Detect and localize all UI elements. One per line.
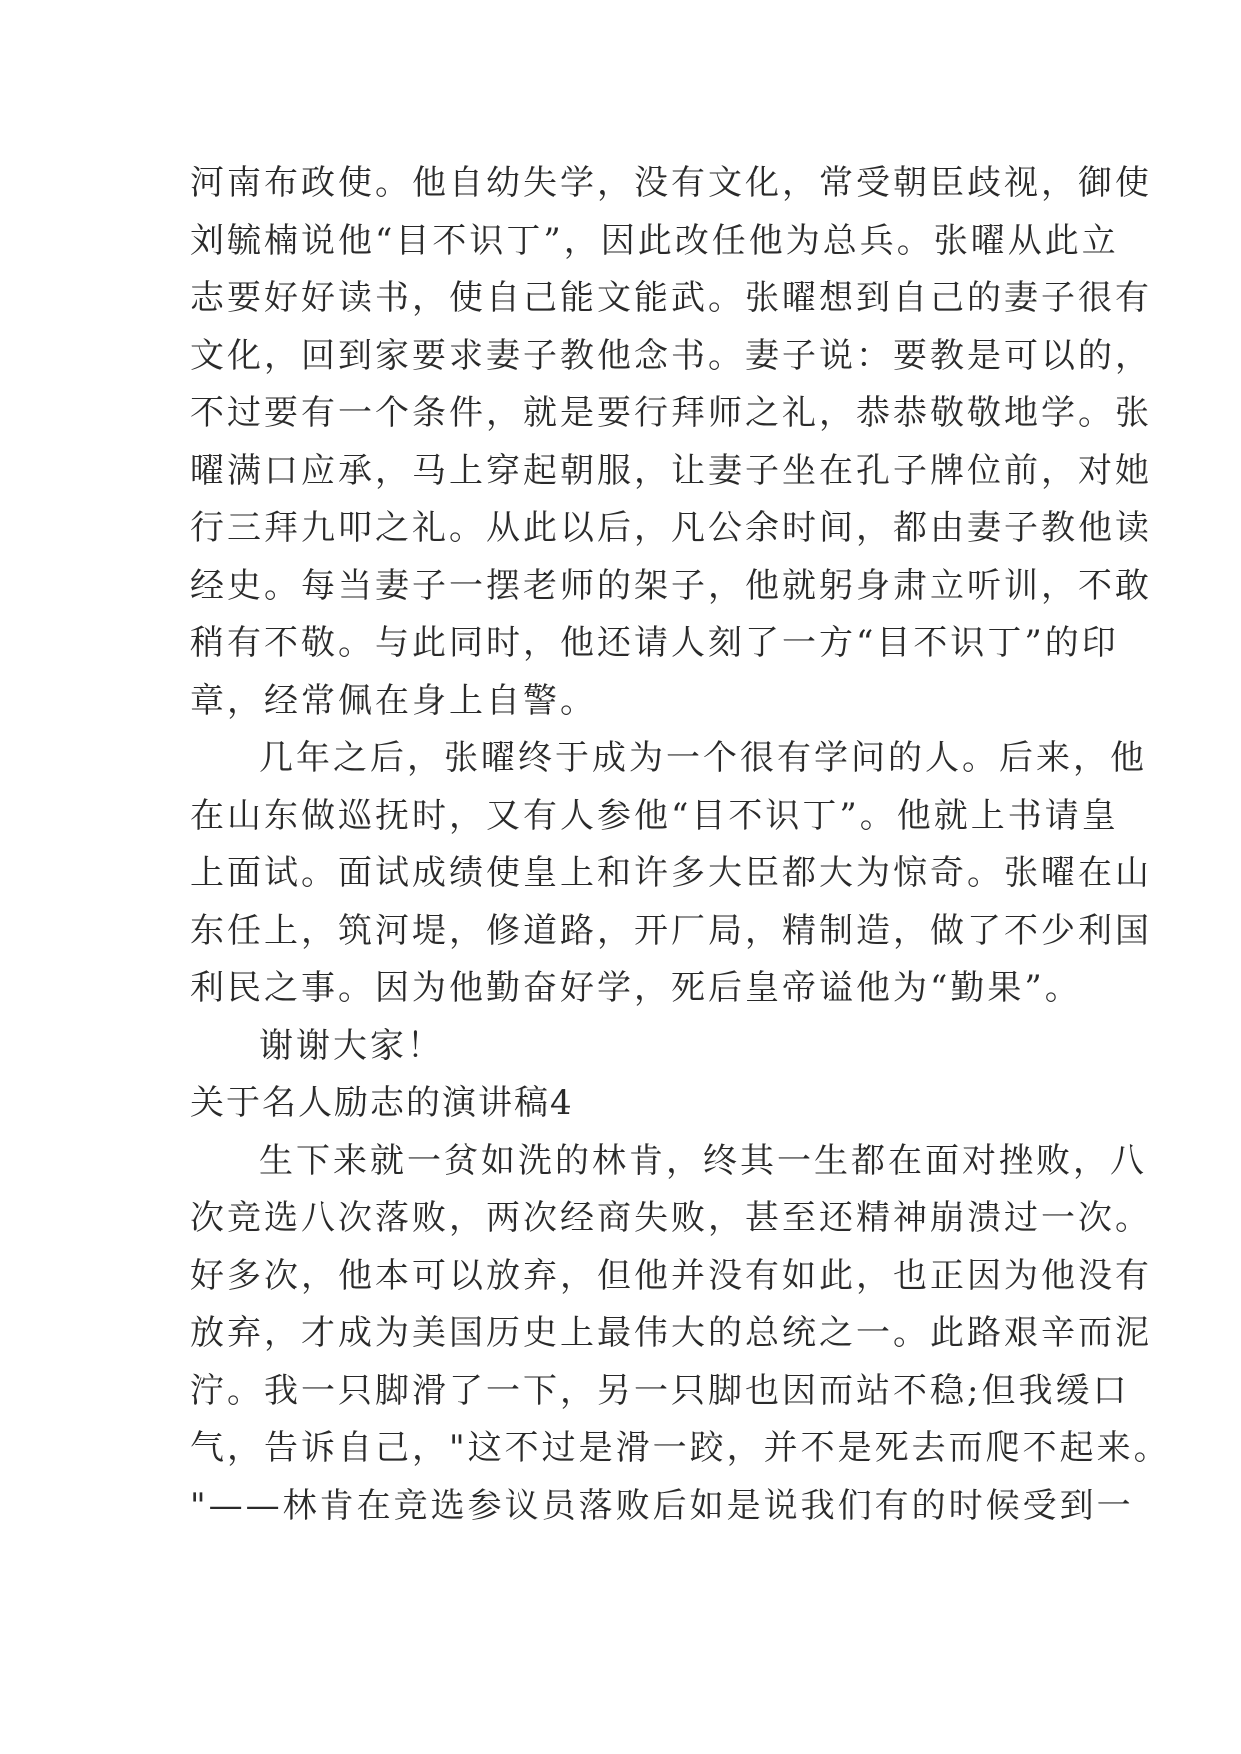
text-line: 文化，回到家要求妻子教他念书。妻子说：要教是可以的， — [190, 335, 1152, 376]
text-line: 不过要有一个条件，就是要行拜师之礼，恭恭敬敬地学。张 — [190, 393, 1152, 433]
text-line: 好多次，他本可以放弃，但他并没有如此，也正因为他没有 — [190, 1255, 1152, 1296]
text-line: 几年之后，张曜终于成为一个很有学问的人。后来，他 — [259, 738, 1147, 778]
text-line: 曜满口应承，马上穿起朝服，让妻子坐在孔子牌位前，对她 — [190, 450, 1152, 491]
text-line: 利民之事。因为他勤奋好学，死后皇帝谥他为“勤果”。 — [190, 968, 1082, 1008]
text-line: 上面试。面试成绩使皇上和许多大臣都大为惊奇。张曜在山 — [190, 853, 1152, 893]
paragraph-lincoln — [190, 1133, 1171, 1536]
section-heading: 关于名人励志的演讲稿4 — [190, 1083, 574, 1123]
paragraph-zhang-yao-early — [190, 155, 1152, 730]
document-body — [190, 155, 1171, 1535]
text-line: 章，经常佩在身上自警。 — [190, 680, 597, 721]
paragraph-zhang-yao-later — [190, 730, 1152, 1018]
closing-thanks: 谢谢大家！ — [259, 1025, 444, 1066]
text-line: 志要好好读书，使自己能文能武。张曜想到自己的妻子很有 — [190, 278, 1152, 318]
text-line: 在山东做巡抚时，又有人参他“目不识丁”。他就上书请皇 — [190, 795, 1119, 836]
text-line: 次竞选八次落败，两次经商失败，甚至还精神崩溃过一次。 — [190, 1198, 1152, 1238]
text-line: 东任上，筑河堤，修道路，开厂局，精制造，做了不少利国 — [190, 910, 1152, 951]
text-line: 生下来就一贫如洗的林肯，终其一生都在面对挫败，八 — [259, 1140, 1147, 1181]
text-line: 刘毓楠说他“目不识丁”，因此改任他为总兵。张曜从此立 — [190, 220, 1119, 261]
text-line: 行三拜九叩之礼。从此以后，凡公余时间，都由妻子教他读 — [190, 508, 1152, 548]
text-line: 稍有不敬。与此同时，他还请人刻了一方“目不识丁”的印 — [190, 623, 1119, 663]
text-line: 放弃，才成为美国历史上最伟大的总统之一。此路艰辛而泥 — [190, 1313, 1152, 1353]
text-line: 经史。每当妻子一摆老师的架子，他就躬身肃立听训，不敢 — [190, 565, 1152, 606]
text-line: 河南布政使。他自幼失学，没有文化，常受朝臣歧视，御使 — [190, 163, 1152, 203]
text-line: 泞。我一只脚滑了一下，另一只脚也因而站不稳;但我缓口 — [190, 1370, 1130, 1411]
text-line: 气，告诉自己，"这不过是滑一跤，并不是死去而爬不起来。 — [190, 1428, 1171, 1468]
text-line: "——林肯在竞选参议员落败后如是说我们有的时候受到一 — [190, 1485, 1134, 1526]
